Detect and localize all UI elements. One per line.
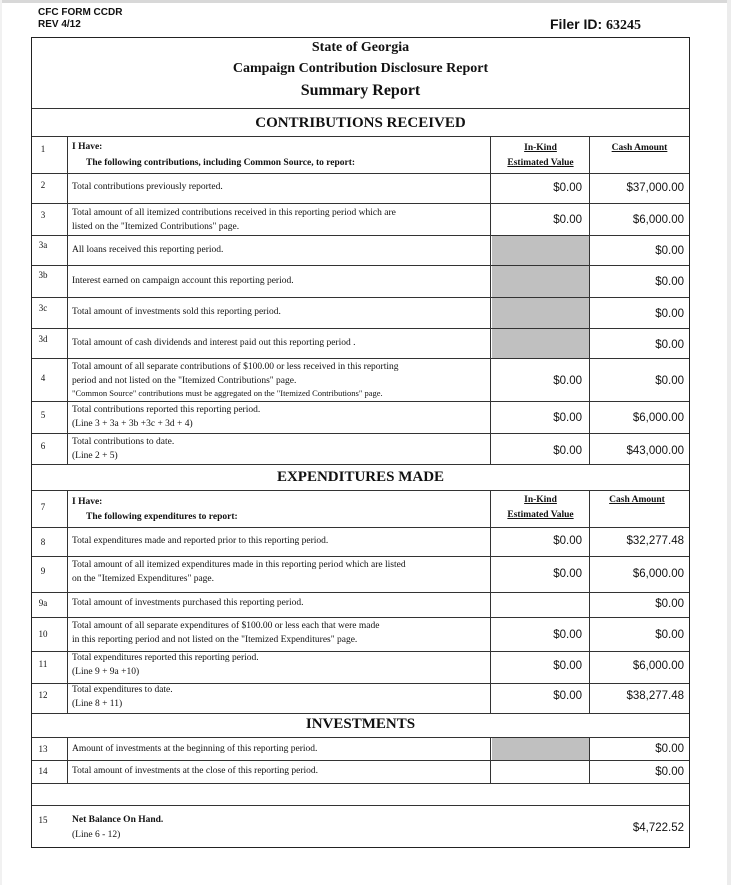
line-number: 3b — [38, 270, 48, 280]
column-rule — [67, 737, 68, 783]
inkind-value: $0.00 — [553, 182, 582, 194]
divider — [32, 783, 689, 784]
line-number: 1 — [40, 144, 46, 154]
divider — [32, 556, 689, 557]
inkind-value: $0.00 — [553, 445, 582, 457]
inkind-value: $0.00 — [553, 535, 582, 547]
row-label: Total amount of all separate contributions of $100.00 or less received in this reporting — [72, 362, 399, 372]
cash-value: $43,000.00 — [626, 445, 684, 457]
cash-value: $0.00 — [655, 276, 684, 288]
net-balance-formula: (Line 6 - 12) — [72, 830, 121, 840]
filer-id-label: Filer ID: — [550, 16, 603, 32]
row-label: Total expenditures made and reported prior to this reporting period. — [72, 536, 329, 546]
cash-value: $37,000.00 — [626, 182, 684, 194]
divider — [32, 737, 689, 738]
divider — [32, 203, 689, 204]
cash-value: $6,000.00 — [632, 660, 684, 672]
cash-value: $6,000.00 — [632, 214, 684, 226]
divider — [32, 235, 689, 236]
line-number: 15 — [38, 815, 48, 825]
section-title-contributions: CONTRIBUTIONS RECEIVED — [255, 115, 466, 131]
divider — [32, 805, 689, 806]
inkind-value: $0.00 — [553, 214, 582, 226]
line-number: 7 — [40, 502, 46, 512]
line-number: 9a — [38, 598, 48, 608]
line-number: 3a — [38, 240, 48, 250]
divider — [32, 173, 689, 174]
row-label: in this reporting period and not listed on the "Itemized Expenditures" page. — [72, 635, 358, 645]
column-header-inkind — [492, 141, 589, 171]
divider — [32, 265, 689, 266]
divider — [32, 527, 689, 528]
row-label: (Line 9 + 9a +10) — [72, 667, 140, 677]
divider — [32, 328, 689, 329]
page-edge — [0, 0, 731, 3]
page-edge — [0, 0, 2, 885]
row-label: Total expenditures reported this reporting period. — [72, 653, 259, 663]
page-title: Summary Report — [300, 82, 421, 99]
row-label: (Line 2 + 5) — [72, 451, 118, 461]
row-label: (Line 8 + 11) — [72, 699, 123, 709]
inkind-value: $0.00 — [553, 375, 582, 387]
cash-value: $0.00 — [655, 743, 684, 755]
column-header-inkind-line1: In-Kind — [524, 143, 557, 153]
cash-value: $38,277.48 — [626, 690, 684, 702]
line-number: 3d — [38, 334, 48, 344]
line-number: 12 — [38, 690, 48, 700]
row-label: Total amount of all separate expenditures of $100.00 or less each that were made — [72, 621, 380, 631]
row-label: on the "Itemized Expenditures" page. — [72, 574, 215, 584]
form-name: CFC FORM CCDR — [38, 7, 123, 18]
shaded-cell — [492, 329, 589, 358]
column-header-inkind — [492, 493, 589, 523]
line-number: 14 — [38, 766, 48, 776]
shaded-cell — [492, 236, 589, 265]
row-label: I Have: — [72, 497, 103, 507]
row-label: Total amount of investments sold this reporting period. — [72, 307, 281, 317]
divider — [32, 713, 689, 714]
row-label: I Have: — [72, 142, 103, 152]
divider — [32, 617, 689, 618]
net-balance-value: $4,722.52 — [632, 822, 684, 834]
column-rule — [490, 737, 491, 783]
report-name: Campaign Contribution Disclosure Report — [232, 61, 489, 76]
line-number: 5 — [40, 410, 46, 420]
divider — [32, 358, 689, 359]
row-label: Total amount of all itemized contributions received in this reporting period which are — [72, 208, 396, 218]
divider — [32, 297, 689, 298]
column-rule — [490, 136, 491, 464]
column-header-inkind-line2: Estimated Value — [507, 158, 574, 168]
divider — [32, 760, 689, 761]
row-label: Interest earned on campaign account this reporting period. — [72, 276, 294, 286]
row-label: Total expenditures to date. — [72, 685, 173, 695]
column-header-inkind-line1: In-Kind — [524, 495, 557, 505]
column-rule — [490, 490, 491, 713]
cash-value: $0.00 — [655, 339, 684, 351]
cash-value: $0.00 — [655, 629, 684, 641]
row-label: Total amount of investments purchased this reporting period. — [72, 598, 304, 608]
line-number: 8 — [40, 537, 46, 547]
report-state: State of Georgia — [311, 40, 410, 55]
row-label: Total amount of investments at the close of this reporting period. — [72, 766, 319, 776]
row-label: The following expenditures to report: — [86, 512, 238, 522]
divider — [32, 401, 689, 402]
section-title-expenditures: EXPENDITURES MADE — [276, 469, 445, 485]
column-header-cash: Cash Amount — [609, 495, 665, 505]
filer-id-value: 63245 — [606, 18, 642, 33]
cash-value: $0.00 — [655, 375, 684, 387]
divider — [32, 490, 689, 491]
divider — [32, 136, 689, 137]
row-label: Total amount of all itemized expenditures made in this reporting period which are listed — [72, 560, 406, 570]
page-edge — [727, 0, 731, 885]
divider — [32, 433, 689, 434]
divider — [32, 464, 689, 465]
row-label: Total contributions to date. — [72, 437, 175, 447]
section-title-investments: INVESTMENTS — [305, 716, 416, 732]
form-id — [38, 7, 122, 31]
filer-id — [550, 16, 641, 34]
row-label: All loans received this reporting period. — [72, 245, 224, 255]
row-label: listed on the "Itemized Contributions" page. — [72, 222, 240, 232]
row-label: (Line 3 + 3a + 3b +3c + 3d + 4) — [72, 419, 193, 429]
line-number: 4 — [40, 373, 46, 383]
inkind-value: $0.00 — [553, 629, 582, 641]
line-number: 6 — [40, 441, 46, 451]
row-label: Amount of investments at the beginning of this reporting period. — [72, 744, 318, 754]
form-revision: REV 4/12 — [38, 19, 81, 30]
line-number: 3 — [40, 210, 46, 220]
line-number: 11 — [38, 659, 48, 669]
column-rule — [67, 490, 68, 713]
divider — [32, 108, 689, 109]
cash-value: $6,000.00 — [632, 568, 684, 580]
cash-value: $0.00 — [655, 598, 684, 610]
row-label: Total amount of cash dividends and interest paid out this reporting period . — [72, 338, 356, 348]
line-number: 9 — [40, 566, 46, 576]
row-label: period and not listed on the "Itemized Contributions" page. — [72, 376, 297, 386]
cash-value: $0.00 — [655, 766, 684, 778]
inkind-value: $0.00 — [553, 660, 582, 672]
column-header-inkind-line2: Estimated Value — [507, 510, 574, 520]
cash-value: $6,000.00 — [632, 412, 684, 424]
row-note: "Common Source" contributions must be aggregated on the "Itemized Contributions" page. — [72, 388, 383, 398]
column-rule — [67, 136, 68, 464]
line-number: 13 — [38, 744, 48, 754]
line-number: 3c — [38, 303, 48, 313]
row-label: The following contributions, including Common Source, to report: — [86, 158, 356, 168]
cash-value: $32,277.48 — [626, 535, 684, 547]
line-number: 10 — [38, 629, 48, 639]
inkind-value: $0.00 — [553, 690, 582, 702]
column-header-cash: Cash Amount — [611, 143, 668, 153]
cash-value: $0.00 — [655, 245, 684, 257]
inkind-value: $0.00 — [553, 412, 582, 424]
shaded-cell — [492, 738, 589, 760]
net-balance-label: Net Balance On Hand. — [72, 815, 164, 825]
shaded-cell — [492, 266, 589, 297]
row-label: Total contributions previously reported. — [72, 182, 223, 192]
cash-value: $0.00 — [655, 308, 684, 320]
line-number: 2 — [40, 180, 46, 190]
inkind-value: $0.00 — [553, 568, 582, 580]
divider — [32, 592, 689, 593]
shaded-cell — [492, 298, 589, 328]
row-label: Total contributions reported this reporting period. — [72, 405, 261, 415]
